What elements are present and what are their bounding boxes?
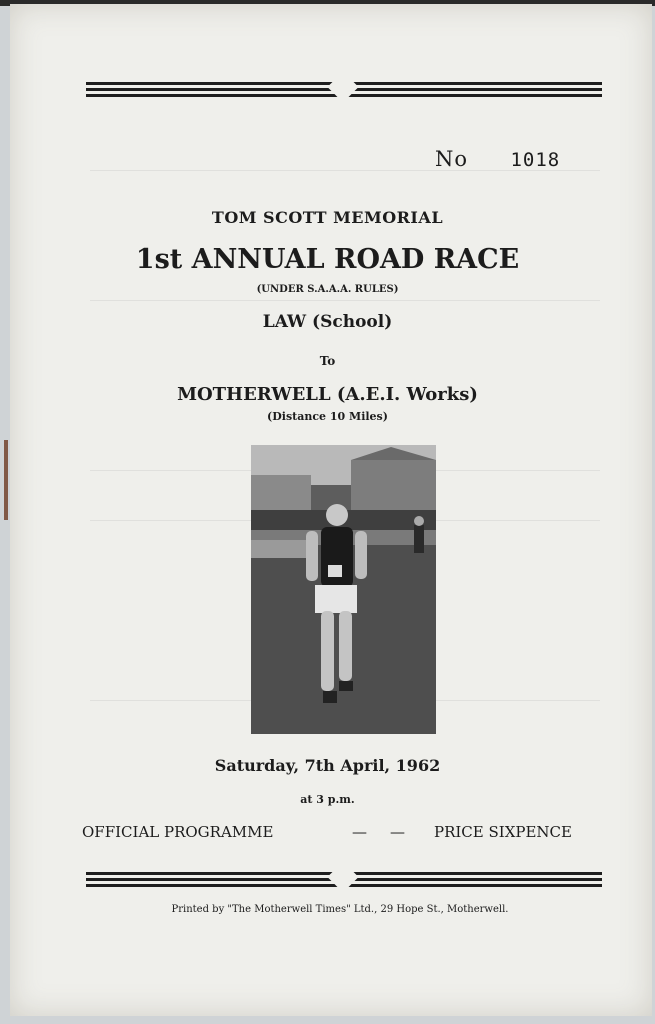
memorial-title: TOM SCOTT MEMORIAL xyxy=(211,208,444,227)
distance-note: (Distance 10 Miles) xyxy=(267,410,388,423)
show-through-line xyxy=(90,300,600,301)
official-programme-label: OFFICIAL PROGRAMME xyxy=(82,823,274,841)
programme-number xyxy=(435,147,560,171)
race-date: Saturday, 7th April, 1962 xyxy=(214,756,441,775)
race-time: at 3 p.m. xyxy=(300,793,355,806)
number-label: No xyxy=(435,147,469,171)
start-location: LAW (School) xyxy=(262,312,393,332)
runner-photo-image xyxy=(251,445,436,734)
rules-note: (UNDER S.A.A.A. RULES) xyxy=(256,284,399,295)
to-word: To xyxy=(319,354,336,368)
finish-location: MOTHERWELL (A.E.I. Works) xyxy=(177,384,478,405)
printer-credit: Printed by "The Motherwell Times" Ltd., 29 Hope St., Motherwell. xyxy=(171,904,509,915)
number-value: 1018 xyxy=(510,149,561,171)
runner-photo xyxy=(251,445,436,734)
dash-separator: — xyxy=(352,823,367,841)
dash-separator: — xyxy=(390,823,405,841)
top-rule xyxy=(86,82,602,100)
bottom-rule xyxy=(86,872,602,890)
spine-stain xyxy=(4,440,8,520)
race-title: 1st ANNUAL ROAD RACE xyxy=(135,244,520,275)
price-label: PRICE SIXPENCE xyxy=(434,823,572,841)
